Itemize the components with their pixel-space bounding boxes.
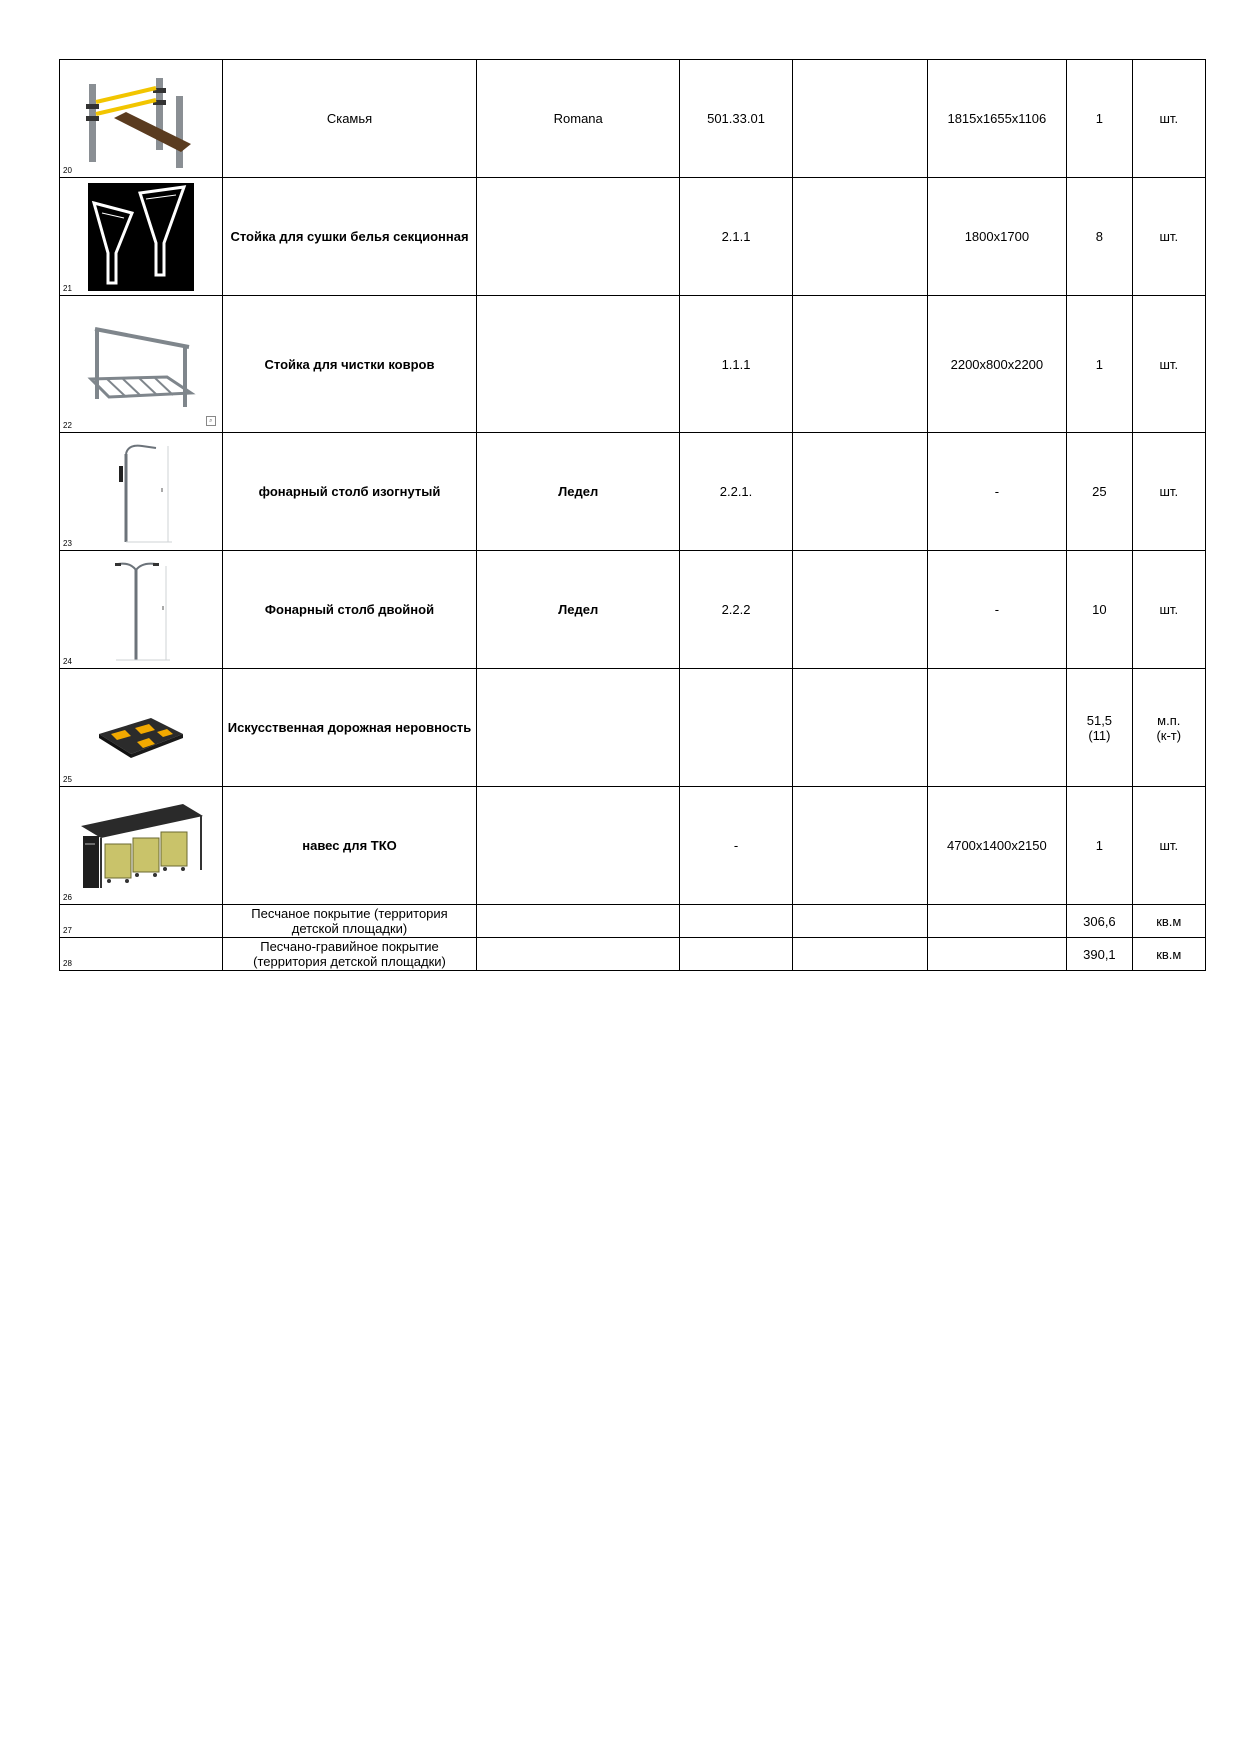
item-qty: 25 bbox=[1067, 433, 1132, 551]
item-extra bbox=[792, 178, 927, 296]
item-code: - bbox=[680, 787, 793, 905]
item-brand: Ледел bbox=[477, 551, 680, 669]
item-code: 2.2.1. bbox=[680, 433, 793, 551]
item-extra bbox=[792, 938, 927, 971]
item-name: Песчано-гравийное покрытие (территория детской площадки) bbox=[222, 938, 476, 971]
item-name: навес для ТКО bbox=[222, 787, 476, 905]
item-brand: Romana bbox=[477, 60, 680, 178]
double-lamp-post-icon bbox=[106, 556, 176, 664]
item-unit: кв.м bbox=[1132, 938, 1205, 971]
item-extra bbox=[792, 60, 927, 178]
image-cell bbox=[60, 178, 223, 296]
item-size: 1815x1655x1106 bbox=[927, 60, 1067, 178]
image-cell bbox=[60, 296, 223, 433]
table-row bbox=[60, 787, 1206, 905]
item-name: Фонарный столб двойной bbox=[222, 551, 476, 669]
item-qty: 51,5 (11) bbox=[1067, 669, 1132, 787]
item-extra bbox=[792, 787, 927, 905]
row-number: 26 bbox=[63, 893, 72, 902]
item-name: Песчаное покрытие (территория детской площадки) bbox=[222, 905, 476, 938]
item-brand bbox=[477, 905, 680, 938]
curved-lamp-post-icon bbox=[106, 438, 176, 546]
item-size: - bbox=[927, 433, 1067, 551]
item-name: Скамья bbox=[222, 60, 476, 178]
row-number: 20 bbox=[63, 166, 72, 175]
item-name: Искусственная дорожная неровность bbox=[222, 669, 476, 787]
item-brand bbox=[477, 787, 680, 905]
bench-icon bbox=[76, 66, 206, 171]
item-extra bbox=[792, 551, 927, 669]
item-qty: 1 bbox=[1067, 787, 1132, 905]
item-qty: 306,6 bbox=[1067, 905, 1132, 938]
item-unit: шт. bbox=[1132, 296, 1205, 433]
item-size: 1800x1700 bbox=[927, 178, 1067, 296]
item-qty: 390,1 bbox=[1067, 938, 1132, 971]
item-extra bbox=[792, 669, 927, 787]
table-row bbox=[60, 433, 1206, 551]
item-qty: 1 bbox=[1067, 60, 1132, 178]
table-row bbox=[60, 905, 1206, 938]
item-size: 4700x1400x2150 bbox=[927, 787, 1067, 905]
item-name: фонарный столб изогнутый bbox=[222, 433, 476, 551]
item-size bbox=[927, 938, 1067, 971]
item-brand: Ледел bbox=[477, 433, 680, 551]
row-number: 24 bbox=[63, 657, 72, 666]
item-size: 2200x800x2200 bbox=[927, 296, 1067, 433]
item-code bbox=[680, 905, 793, 938]
row-number: 25 bbox=[63, 775, 72, 784]
item-code bbox=[680, 938, 793, 971]
row-number: 22 bbox=[63, 421, 72, 430]
item-unit: шт. bbox=[1132, 433, 1205, 551]
item-extra bbox=[792, 905, 927, 938]
item-unit: шт. bbox=[1132, 787, 1205, 905]
table-row bbox=[60, 60, 1206, 178]
item-brand bbox=[477, 669, 680, 787]
item-unit: кв.м bbox=[1132, 905, 1205, 938]
item-brand bbox=[477, 938, 680, 971]
row-number: 21 bbox=[63, 284, 72, 293]
item-extra bbox=[792, 433, 927, 551]
waste-shelter-icon bbox=[73, 796, 209, 896]
item-name: Стойка для чистки ковров bbox=[222, 296, 476, 433]
item-extra bbox=[792, 296, 927, 433]
item-code: 2.2.2 bbox=[680, 551, 793, 669]
table-row bbox=[60, 551, 1206, 669]
item-qty: 8 bbox=[1067, 178, 1132, 296]
item-unit: м.п. (к-т) bbox=[1132, 669, 1205, 787]
image-cell bbox=[60, 669, 223, 787]
item-unit: шт. bbox=[1132, 60, 1205, 178]
item-name: Стойка для сушки белья секционная bbox=[222, 178, 476, 296]
table-row bbox=[60, 938, 1206, 971]
speed-bump-icon bbox=[91, 688, 191, 768]
row-number: 27 bbox=[63, 926, 72, 935]
image-cell bbox=[60, 433, 223, 551]
item-code bbox=[680, 669, 793, 787]
item-brand bbox=[477, 178, 680, 296]
item-code: 2.1.1 bbox=[680, 178, 793, 296]
image-cell bbox=[60, 787, 223, 905]
item-unit: шт. bbox=[1132, 551, 1205, 669]
image-cell bbox=[60, 551, 223, 669]
row-number: 23 bbox=[63, 539, 72, 548]
item-size: - bbox=[927, 551, 1067, 669]
image-cell bbox=[60, 905, 223, 938]
item-brand bbox=[477, 296, 680, 433]
image-cell bbox=[60, 938, 223, 971]
table-row bbox=[60, 296, 1206, 433]
table-row bbox=[60, 669, 1206, 787]
item-qty: 1 bbox=[1067, 296, 1132, 433]
table-row bbox=[60, 178, 1206, 296]
specification-table bbox=[59, 59, 1206, 971]
enlarge-icon: ⌕ bbox=[206, 416, 216, 426]
item-qty: 10 bbox=[1067, 551, 1132, 669]
item-code: 501.33.01 bbox=[680, 60, 793, 178]
drying-rack-icon bbox=[88, 183, 194, 291]
carpet-rack-icon bbox=[81, 319, 201, 409]
image-cell bbox=[60, 60, 223, 178]
item-code: 1.1.1 bbox=[680, 296, 793, 433]
row-number: 28 bbox=[63, 959, 72, 968]
item-size bbox=[927, 905, 1067, 938]
item-size bbox=[927, 669, 1067, 787]
item-unit: шт. bbox=[1132, 178, 1205, 296]
